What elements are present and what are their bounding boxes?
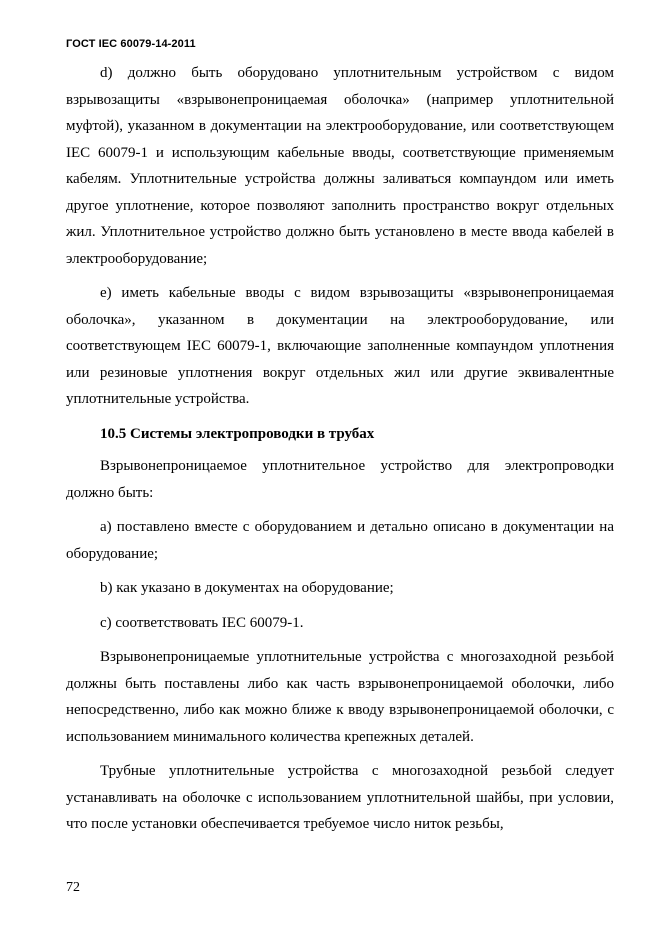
paragraph-multithread-seals: Взрывонепроницаемые уплотнительные устройства с многозаходной резьбой должны быть поставлены либо как часть взрывонепроницаемой оболочки, либо непосредственно, либо как можно ближе к вводу взрывонепроницаемой оболочки, с использованием минимального количества крепежных деталей. [66,649,614,745]
list-item-b: b) как указано в документах на оборудование; [100,580,394,596]
list-item-a: a) поставлено вместе с оборудованием и детально описано в документации на оборудование; [66,519,614,562]
paragraph-item-d: d) должно быть оборудовано уплотнительным устройством с видом взрывозащиты «взрывонепроницаемая оболочка» (например уплотнительной муфтой), указанном в документации на электрооборудование, или соответствующем IEC 60079-1 и использующим кабельные вводы, соответствующие применяемым кабелям. Уплотнительные устройства должны заливаться компаундом или иметь другое уплотнение, которое позволяют заполнить пространство вокруг отдельных жил. Уплотнительное устройство должно быть установлено в месте ввода кабелей в электрооборудование; [66,65,614,267]
paragraph-pipe-seals: Трубные уплотнительные устройства с многозаходной резьбой следует устанавливать на оболочке с использованием уплотнительной шайбы, при условии, что после установки обеспечивается требуемое число ниток резьбы, [66,763,614,832]
paragraph-item-e: e) иметь кабельные вводы с видом взрывозащиты «взрывонепроницаемая оболочка», указанном в документации на электрооборудование, или соответствующем IEC 60079-1, включающие заполненные компаундом уплотнения или резиновые уплотнения вокруг отдельных жил или другие эквивалентные уплотнительные устройства. [66,285,614,407]
paragraph-intro: Взрывонепроницаемое уплотнительное устройство для электропроводки должно быть: [66,458,614,501]
document-header: ГОСТ IEC 60079-14-2011 [66,38,196,50]
list-item-c: c) соответствовать IEC 60079-1. [100,614,304,631]
document-body [66,60,614,838]
page-number: 72 [66,880,80,895]
section-heading: 10.5 Системы электропроводки в трубах [100,425,375,442]
